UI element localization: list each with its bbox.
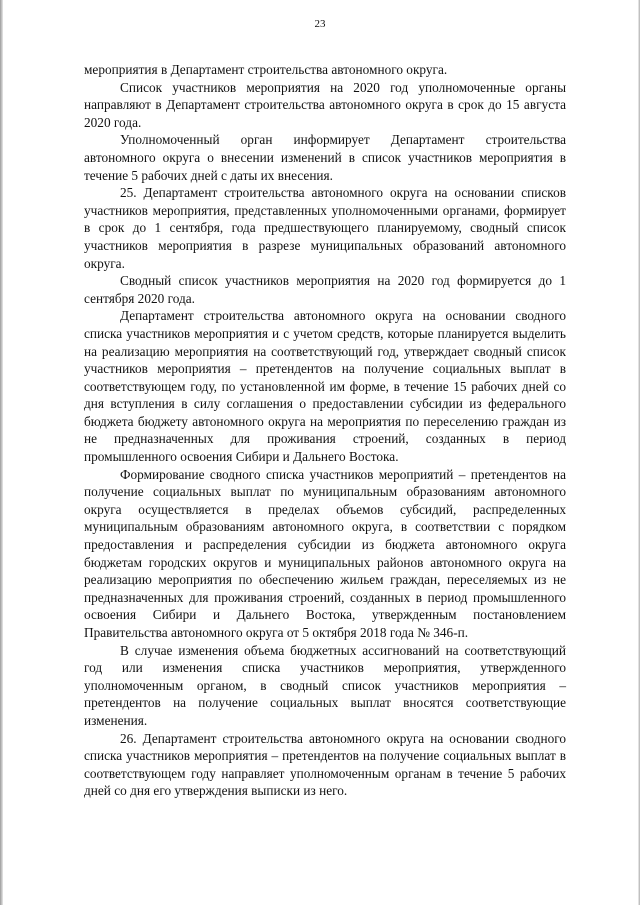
paragraph: В случае изменения объема бюджетных ассигнований на соответствующий год или изменения списка участников мероприятия, утвержденного уполномоченным органом, в сводный список участников мероприятия – претендентов на получение социальных выплат вносятся соответствующие изменения. [84, 642, 566, 728]
scan-edge-left [0, 0, 3, 905]
paragraph: Сводный список участников мероприятия на 2020 год формируется до 1 сентября 2020 года. [84, 273, 566, 306]
paragraph: Уполномоченный орган информирует Департамент строительства автономного округа о внесении изменений в список участников мероприятия в течение 5 рабочих дней с даты их внесения. [84, 132, 566, 183]
paragraph-item-25: 25. Департамент строительства автономного округа на основании списков участников мероприятия, представленных уполномоченными органами, формирует в срок до 1 сентября, года предшествующего планируемому, сводный список участников мероприятия в разрезе муниципальных образований автономного округа. [84, 185, 566, 271]
document-body [84, 61, 566, 800]
paragraph-continuation: мероприятия в Департамент строительства автономного округа. [84, 62, 448, 77]
paragraph-item-26: 26. Департамент строительства автономного округа на основании сводного списка участников мероприятия – претендентов на получение социальных выплат в соответствующем году направляет уполномоченным органам в течение 5 рабочих дней со дня его утверждения выписки из него. [84, 730, 566, 799]
page-number: 23 [314, 18, 326, 30]
paragraph: Список участников мероприятия на 2020 год уполномоченные органы направляют в Департамент строительства автономного округа в срок до 15 августа 2020 года. [84, 79, 566, 130]
paragraph: Департамент строительства автономного округа на основании сводного списка участников мероприятия и с учетом средств, которые планируется выделить на реализацию мероприятия на соответствующий год, утверждает сводный список участников мероприятия – претендентов на получение социальных выплат в соответствующем году, по установленной им форме, в течение 15 рабочих дней со дня вступления в силу соглашения о предоставлении субсидии из федерального бюджета бюджету автономного округа на мероприятия по переселению граждан из не предназначенных для проживания строений, созданных в период промышленного освоения Сибири и Дальнего Востока. [84, 308, 566, 465]
paragraph: Формирование сводного списка участников мероприятий – претендентов на получение социальных выплат по муниципальным образованиям автономного округа осуществляется в пределах объемов субсидий, распределенных муниципальным образованиям автономного округа, в соответствии с порядком предоставления и распределения субсидии из бюджета автономного округа бюджетам городских округов и муниципальных районов автономного округа на реализацию мероприятия по обеспечению жильем граждан, переселяемых из не предназначенных для проживания строений, созданных в период промышленного освоения Сибири и Дальнего Востока, утвержденным постановлением Правительства автономного округа от 5 октября 2018 года № 346-п. [84, 466, 566, 640]
